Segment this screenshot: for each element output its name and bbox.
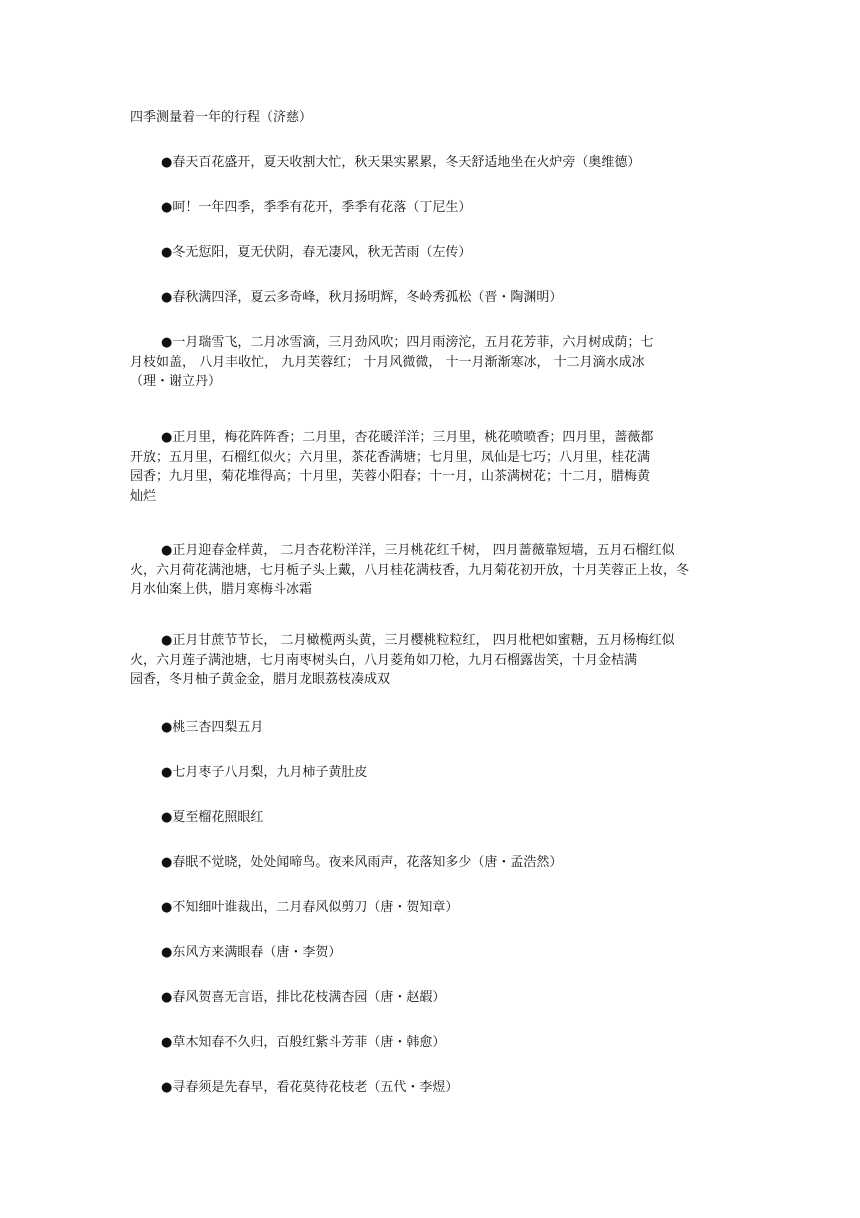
paragraph-line: ●七月枣子八月梨，九月柿子黄肚皮 bbox=[161, 765, 368, 780]
paragraph-line: ●草木知春不久归，百般红紫斗芳菲（唐・韩愈） bbox=[161, 1035, 446, 1050]
paragraph-line: ●春眠不觉晓，处处闻啼鸟。夜来风雨声，花落知多少（唐・孟浩然） bbox=[161, 855, 563, 870]
quote-paragraph bbox=[130, 541, 714, 600]
paragraph-line: ●东风方来满眼春（唐・李贺） bbox=[161, 945, 342, 960]
quote-paragraph bbox=[130, 428, 714, 506]
quote-paragraph bbox=[130, 943, 714, 963]
paragraph-line: ●春秋满四泽，夏云多奇峰，秋月扬明辉，冬岭秀孤松（晋・陶渊明） bbox=[161, 290, 563, 305]
paragraph-line: ●夏至榴花照眼红 bbox=[161, 810, 264, 825]
paragraph-line: 开放；五月里，石榴红似火；六月里，茶花香满塘；七月里，凤仙是七巧；八月里，桂花满 bbox=[130, 449, 651, 465]
paragraph-line: 灿烂 bbox=[130, 488, 157, 504]
paragraph-line: ●冬无愆阳，夏无伏阴，春无凄风，秋无苦雨（左传） bbox=[161, 245, 472, 260]
quote-paragraph bbox=[130, 243, 714, 263]
paragraph-line: 园香；九月里，菊花堆得高；十月里，芙蓉小阳春；十一月，山茶满树花；十二月，腊梅黄 bbox=[130, 469, 651, 484]
paragraph-line: 月枝如盖， 八月丰收忙， 九月芙蓉红； 十月风微微， 十一月渐渐寒冰， 十二月滴水成冰 bbox=[130, 354, 645, 370]
paragraph-line: 月水仙案上供，腊月寒梅斗冰霜 bbox=[130, 582, 313, 597]
quote-paragraph bbox=[130, 808, 714, 828]
quote-paragraph bbox=[130, 763, 714, 783]
quote-paragraph bbox=[130, 198, 714, 218]
paragraph-line: ●桃三杏四梨五月 bbox=[161, 720, 264, 735]
paragraph-line: ●正月里，梅花阵阵香；二月里，杏花暖洋洋；三月里，桃花喷喷香；四月里，蔷薇都 bbox=[161, 430, 654, 445]
paragraph-line: ●呵！一年四季，季季有花开，季季有花落（丁尼生） bbox=[161, 200, 472, 215]
paragraph-line: 火，六月莲子满池塘，七月南枣树头白，八月菱角如刀枪，九月石榴露齿笑，十月金桔满 bbox=[130, 652, 638, 668]
paragraph-line: 火，六月荷花满池塘，七月栀子头上戴，八月桂花满枝香，九月菊花初开放，十月芙蓉正上妆，冬 bbox=[130, 562, 690, 578]
quote-paragraph bbox=[130, 853, 714, 873]
paragraph-line: ●春风贺喜无言语，排比花枝满杏园（唐・赵嘏） bbox=[161, 990, 446, 1005]
quote-paragraph bbox=[130, 718, 714, 738]
paragraph-line: ●寻春须是先春早，看花莫待花枝老（五代・李煜） bbox=[161, 1080, 459, 1095]
quote-paragraph bbox=[130, 288, 714, 308]
quote-paragraph bbox=[130, 631, 714, 690]
quote-paragraph bbox=[130, 898, 714, 918]
paragraph-line: ●正月甘蔗节节长， 二月橄榄两头黄，三月樱桃粒粒红， 四月枇杷如蜜糖，五月杨梅红似 bbox=[161, 633, 675, 648]
paragraph-line: ●春天百花盛开，夏天收割大忙，秋天果实累累，冬天舒适地坐在火炉旁（奥维德） bbox=[161, 155, 641, 170]
paragraph-line: 园香，冬月柚子黄金金，腊月龙眼荔枝凑成双 bbox=[130, 672, 391, 687]
paragraph-line: ●正月迎春金样黄， 二月杏花粉洋洋，三月桃花红千树， 四月蔷薇靠短墙，五月石榴红似 bbox=[161, 543, 675, 558]
quote-paragraph bbox=[130, 333, 714, 392]
quote-paragraph bbox=[130, 1078, 714, 1098]
quote-paragraph bbox=[130, 988, 714, 1008]
paragraph-line: （理・谢立丹） bbox=[130, 374, 222, 389]
quote-paragraph bbox=[130, 153, 714, 173]
quote-paragraph bbox=[130, 1033, 714, 1053]
paragraph-line: ●一月瑞雪飞，二月冰雪滴，三月劲风吹；四月雨滂沱，五月花芳菲，六月树成荫；七 bbox=[161, 335, 654, 350]
document-heading: 四季测量着一年的行程（济慈） bbox=[130, 110, 313, 125]
paragraph-line: ●不知细叶谁裁出，二月春风似剪刀（唐・贺知章） bbox=[161, 900, 459, 915]
